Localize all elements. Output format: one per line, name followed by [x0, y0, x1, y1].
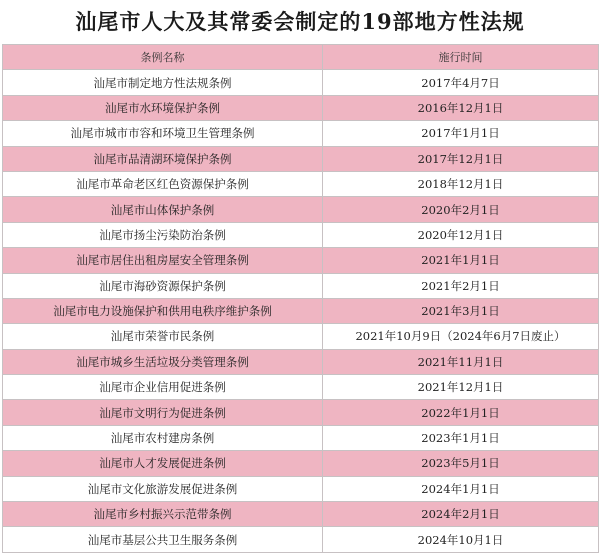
table-row: [3, 324, 599, 349]
regulation-name: 汕尾市城乡生活垃圾分类管理条例: [3, 349, 323, 374]
effective-date: 2021年11月1日: [323, 349, 599, 374]
regulation-name: 汕尾市海砂资源保护条例: [3, 273, 323, 298]
regulation-name: 汕尾市品清湖环境保护条例: [3, 146, 323, 171]
regulation-name: 汕尾市革命老区红色资源保护条例: [3, 171, 323, 196]
regulation-name: 汕尾市荣誉市民条例: [3, 324, 323, 349]
regulation-name: 汕尾市制定地方性法规条例: [3, 70, 323, 95]
regulation-name: 汕尾市山体保护条例: [3, 197, 323, 222]
table-row: [3, 425, 599, 450]
regulation-name: 汕尾市居住出租房屋安全管理条例: [3, 248, 323, 273]
effective-date: 2024年2月1日: [323, 502, 599, 527]
regulation-name: 汕尾市农村建房条例: [3, 425, 323, 450]
effective-date: 2017年12月1日: [323, 146, 599, 171]
effective-date: 2023年5月1日: [323, 451, 599, 476]
table-row: [3, 248, 599, 273]
effective-date: 2017年4月7日: [323, 70, 599, 95]
regulation-name: 汕尾市扬尘污染防治条例: [3, 222, 323, 247]
header-date: 施行时间: [323, 45, 599, 70]
effective-date: 2020年2月1日: [323, 197, 599, 222]
effective-date: 2018年12月1日: [323, 171, 599, 196]
table-row: [3, 349, 599, 374]
table-row: [3, 171, 599, 196]
effective-date: 2021年12月1日: [323, 375, 599, 400]
effective-date: 2020年12月1日: [323, 222, 599, 247]
regulation-name: 汕尾市文化旅游发展促进条例: [3, 476, 323, 501]
table-row: [3, 273, 599, 298]
regulation-name: 汕尾市文明行为促进条例: [3, 400, 323, 425]
regulations-table: [2, 44, 599, 553]
effective-date: 2024年1月1日: [323, 476, 599, 501]
table-header-row: [3, 45, 599, 70]
table-row: [3, 527, 599, 552]
regulation-name: 汕尾市水环境保护条例: [3, 95, 323, 120]
regulation-name: 汕尾市人才发展促进条例: [3, 451, 323, 476]
table-row: [3, 146, 599, 171]
effective-date: 2023年1月1日: [323, 425, 599, 450]
table-row: [3, 476, 599, 501]
regulation-name: 汕尾市企业信用促进条例: [3, 375, 323, 400]
document-title: 汕尾市人大及其常委会制定的19部地方性法规: [75, 9, 525, 34]
table-row: [3, 222, 599, 247]
regulation-name: 汕尾市电力设施保护和供用电秩序维护条例: [3, 298, 323, 323]
table-row: [3, 400, 599, 425]
table-row: [3, 197, 599, 222]
table-row: [3, 451, 599, 476]
effective-date: 2021年2月1日: [323, 273, 599, 298]
effective-date: 2022年1月1日: [323, 400, 599, 425]
effective-date: 2024年10月1日: [323, 527, 599, 552]
regulation-name: 汕尾市基层公共卫生服务条例: [3, 527, 323, 552]
effective-date: 2021年10月9日（2024年6月7日废止）: [323, 324, 599, 349]
table-row: [3, 375, 599, 400]
header-name: 条例名称: [3, 45, 323, 70]
regulation-name: 汕尾市乡村振兴示范带条例: [3, 502, 323, 527]
effective-date: 2021年1月1日: [323, 248, 599, 273]
table-row: [3, 502, 599, 527]
table-row: [3, 70, 599, 95]
table-row: [3, 95, 599, 120]
table-row: [3, 298, 599, 323]
regulation-name: 汕尾市城市市容和环境卫生管理条例: [3, 121, 323, 146]
table-row: [3, 121, 599, 146]
effective-date: 2016年12月1日: [323, 95, 599, 120]
effective-date: 2021年3月1日: [323, 298, 599, 323]
effective-date: 2017年1月1日: [323, 121, 599, 146]
